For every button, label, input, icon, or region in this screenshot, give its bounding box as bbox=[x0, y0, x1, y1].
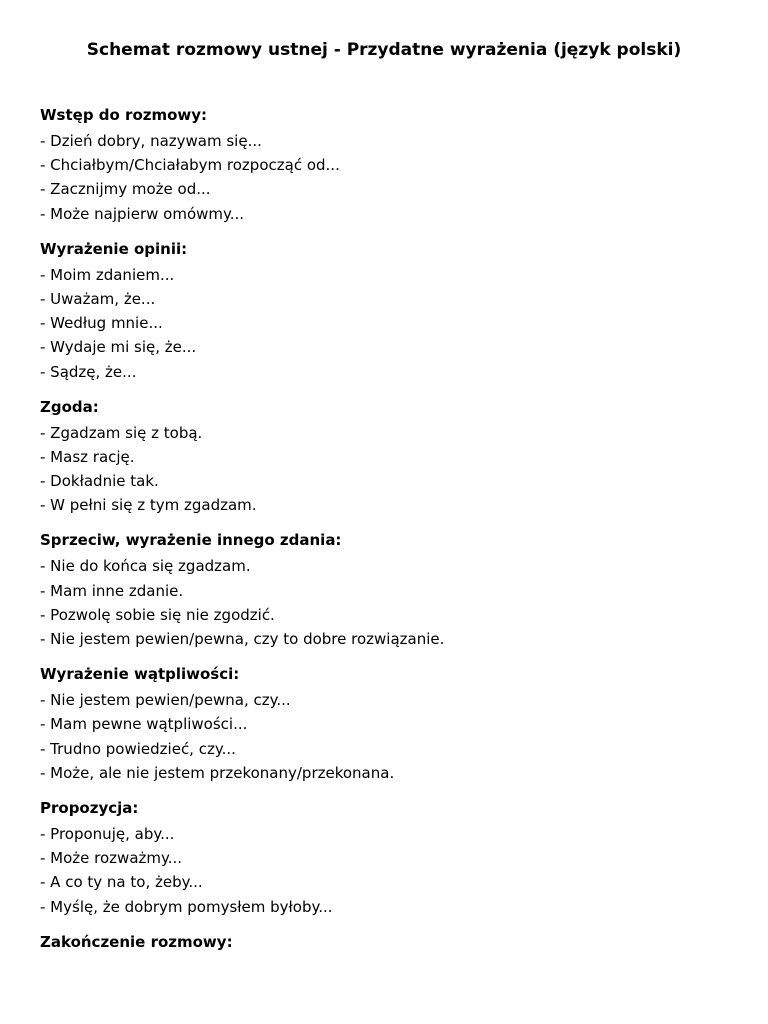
phrase-list bbox=[40, 822, 740, 919]
phrase-item: - Dokładnie tak. bbox=[40, 472, 159, 491]
section-heading: Wyrażenie opinii: bbox=[40, 239, 188, 258]
phrase-item: - Chciałbym/Chciałabym rozpocząć od... bbox=[40, 156, 340, 175]
phrase-item: - Może, ale nie jestem przekonany/przekonana. bbox=[40, 763, 395, 782]
phrase-item: - Nie jestem pewien/pewna, czy... bbox=[40, 691, 291, 710]
section-heading: Sprzeciw, wyrażenie innego zdania: bbox=[40, 531, 342, 550]
phrase-list bbox=[40, 554, 740, 651]
phrase-item: - Może najpierw omówmy... bbox=[40, 204, 245, 223]
phrase-item: - Dzień dobry, nazywam się... bbox=[40, 132, 262, 150]
phrase-list bbox=[40, 263, 740, 384]
phrase-item: - Sądzę, że... bbox=[40, 362, 137, 381]
section bbox=[40, 396, 740, 518]
phrase-item: - Może rozważmy... bbox=[40, 849, 183, 868]
section-heading: Wyrażenie wątpliwości: bbox=[40, 665, 240, 684]
phrase-item: - Myślę, że dobrym pomysłem byłoby... bbox=[40, 897, 333, 916]
phrase-item: - Mam inne zdanie. bbox=[40, 581, 184, 600]
section-heading: Propozycja: bbox=[40, 798, 139, 817]
section bbox=[40, 931, 740, 953]
phrase-item: - Moim zdaniem... bbox=[40, 265, 175, 284]
phrase-list bbox=[40, 129, 740, 226]
section-heading: Zgoda: bbox=[40, 397, 99, 416]
section-heading: Wstęp do rozmowy: bbox=[40, 106, 208, 124]
phrase-item: - Trudno powiedzieć, czy... bbox=[40, 739, 236, 758]
section bbox=[40, 238, 740, 384]
phrase-item: - W pełni się z tym zgadzam. bbox=[40, 496, 257, 515]
phrase-item: - Pozwolę sobie się nie zgodzić. bbox=[40, 605, 275, 624]
phrase-item: - Uważam, że... bbox=[40, 289, 156, 308]
phrase-item: - Proponuję, aby... bbox=[40, 824, 175, 843]
phrase-item: - A co ty na to, żeby... bbox=[40, 873, 203, 892]
phrase-item: - Wydaje mi się, że... bbox=[40, 338, 197, 357]
section bbox=[40, 663, 740, 785]
phrase-list bbox=[40, 421, 740, 518]
phrase-item: - Nie jestem pewien/pewna, czy to dobre rozwiązanie. bbox=[40, 630, 445, 648]
phrase-item: - Zacznijmy może od... bbox=[40, 180, 211, 199]
phrase-item: - Mam pewne wątpliwości... bbox=[40, 715, 248, 734]
phrase-item: - Zgadzam się z tobą. bbox=[40, 423, 203, 442]
document-body bbox=[40, 104, 740, 965]
page-title: Schemat rozmowy ustnej - Przydatne wyrażenia (język polski) bbox=[86, 40, 682, 60]
section bbox=[40, 104, 740, 226]
section bbox=[40, 529, 740, 651]
phrase-item: - Nie do końca się zgadzam. bbox=[40, 557, 251, 576]
section bbox=[40, 797, 740, 919]
section-heading: Zakończenie rozmowy: bbox=[40, 932, 233, 951]
phrase-item: - Według mnie... bbox=[40, 314, 163, 333]
phrase-list bbox=[40, 688, 740, 785]
phrase-item: - Masz rację. bbox=[40, 447, 135, 466]
